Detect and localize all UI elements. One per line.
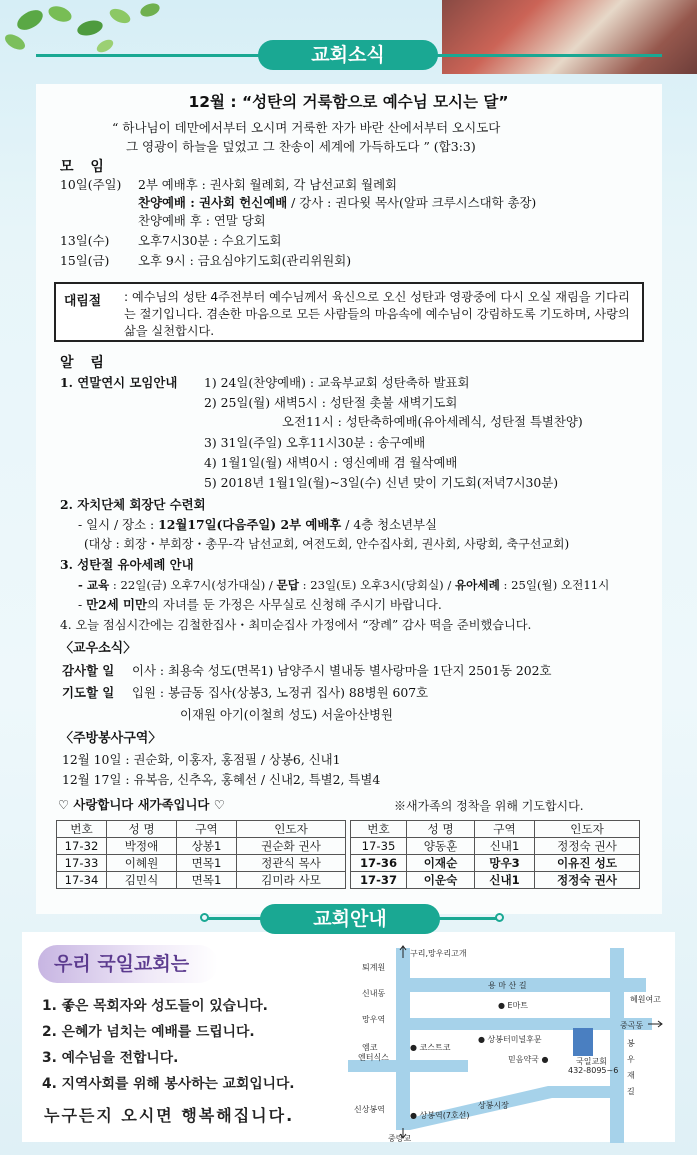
table-row [57,838,346,855]
notice-line [78,576,609,594]
col-header: 성 명 [107,821,177,838]
cell: 이유진 성도 [535,855,640,872]
meetings-heading: 모 임 [60,159,110,175]
meeting-text: 오후 9시 : 금요심야기도회(관리위원회) [138,253,352,268]
map-label: 국일교회 [576,1057,607,1066]
col-header: 번호 [351,821,407,838]
map-label: 우 [627,1055,635,1064]
map-label: 엔터식스 [358,1053,389,1062]
notice-text: : 23일(토) 오후3시(당회실) / [298,578,455,592]
notice-text: : 22일(금) 오후7시(성가대실) / [109,578,277,592]
pray-row [62,684,428,702]
map-label: 상봉시장 [478,1101,509,1110]
notices-heading: 알 림 [60,355,110,371]
map-label: 망우역 [362,1015,386,1024]
meeting-date: 15일(금) [60,253,110,268]
church-item: 3. 예수님을 전합니다. [42,1050,179,1066]
newfamily-heading: ♡ 사랑합니다 새가족입니다 ♡ [58,797,225,812]
notice-title-2: 2. 자치단체 회장단 수련회 [60,497,206,512]
notice-text: 의 자녀를 둔 가정은 사무실로 신청해 주시기 바랍니다. [146,597,442,612]
cell: 권순화 권사 [237,838,346,855]
church-news-banner: 교회소식 [258,40,438,70]
newfamily-table-right [350,820,640,889]
map-label: 재 [627,1071,635,1080]
cell: 양동훈 [407,838,475,855]
col-header: 번호 [57,821,107,838]
table-row [351,872,640,889]
notice-line: 3) 31일(주일) 오후11시30분 : 송구예배 [204,435,426,450]
church-info-banner: 교회안내 [260,904,440,934]
notice-bold: 12월17일(다음주일) 2부 예배후 [158,517,342,532]
meeting-row [60,232,281,250]
verse-line-1: “ 하나님이 데만에서부터 오시며 거룩한 자가 바란 산에서부터 오시도다 [112,120,501,135]
kitchen-heading: 〈주방봉사구역〉 [60,731,162,746]
meeting-row [138,194,536,212]
map-label: 퇴계원 [362,963,386,972]
meeting-row [138,212,266,230]
newfamily-note: ※새가족의 정착을 위해 기도합시다. [394,799,584,813]
map-label: 중곡동 [620,1021,644,1030]
cell: 17-32 [57,838,107,855]
cell: 17-34 [57,872,107,889]
notice-bold: 만2세 미만 [86,597,147,612]
map-label: 신내동 [362,989,386,998]
notice-line: 1) 24일(찬양예배) : 교육부교회 성탄축하 발표회 [204,375,470,390]
cell: 박정애 [107,838,177,855]
col-header: 구역 [177,821,237,838]
cell: 망우3 [475,855,535,872]
table-row [57,855,346,872]
cell: 정관식 목사 [237,855,346,872]
map-label: 신상봉역 [354,1105,385,1114]
notice-line [78,596,442,614]
map-label: 구리,망우리고개 [410,949,467,958]
notice-title-1: 1. 연말연시 모임안내 [60,375,178,390]
cell: 이운숙 [407,872,475,889]
notice-text: / 4층 청소년부실 [341,517,437,532]
notice-line: 4) 1월1일(월) 새벽0시 : 영신예배 겸 월삭예배 [204,455,458,470]
thanks-row [62,662,551,680]
church-slogan: 누구든지 오시면 행복해집니다. [44,1106,295,1125]
cell: 김미라 사모 [237,872,346,889]
table-row [57,872,346,889]
christmas-choir-photo [442,0,697,74]
map-roads [348,948,652,1143]
meeting-date: 10일(주일) [60,177,122,192]
meeting-bold: 찬양예배 : 권사회 헌신예배 [138,195,288,210]
table-header [351,821,640,838]
meeting-text: 찬양예배 후 : 연말 당회 [138,213,266,228]
notice-bold: 유아세례 [454,578,500,592]
church-item: 1. 좋은 목회자와 성도들이 있습니다. [42,998,268,1014]
map-label: ● 상봉역(7호선) [410,1111,470,1120]
table-row [351,838,640,855]
map-label: ● 코스트코 [410,1043,451,1052]
cell: 정정숙 권사 [535,872,640,889]
meeting-text: / 강사 : 권다윗 목사(알파 크루시스대학 총장) [287,195,537,210]
meeting-date: 13일(수) [60,233,110,248]
kitchen-line: 12월 10일 : 권순화, 이홍자, 홍점필 / 상봉6, 신내1 [62,752,341,767]
newfamily-table-left [56,820,346,889]
thanks-label: 감사할 일 [62,663,115,678]
thanks-text: 이사 : 최용숙 성도(면목1) 남양주시 별내동 별사랑마을 1단지 2501동 202호 [132,663,552,678]
col-header: 성 명 [407,821,475,838]
pray-text: 입원 : 봉금동 집사(상봉3, 노정귀 집사) 88병원 607호 [132,685,429,700]
notice-line: 2) 25일(월) 새벽5시 : 성탄절 촛불 새벽기도회 [204,395,458,410]
meeting-text: 오후7시30분 : 수요기도회 [138,233,282,248]
map-label: 봉 [627,1039,635,1048]
verse-line-2: 그 영광이 하늘을 덮었고 그 찬송이 세계에 가득하도다 ” (합3:3) [126,139,476,154]
notice-line: (대상 : 회장・부회장・총무-각 남선교회, 여전도회, 안수집사회, 권사회, 사랑회, 축구선교회) [84,537,570,551]
cell: 17-35 [351,838,407,855]
map-label: 혜원여고 [630,995,661,1004]
members-heading: 〈교우소식〉 [60,641,137,656]
cell: 신내1 [475,838,535,855]
advent-text: : 예수님의 성탄 4주전부터 예수님께서 육신으로 오신 성탄과 영광중에 다시 오실 재림을 기다리는 절기입니다. 겸손한 마음으로 모든 사람들의 마음속에 예수님이 강림하도록 기도하며, 사랑의 삶을 실천합시다. [124,290,630,338]
church-location-map [348,938,670,1143]
map-label: 길 [627,1087,635,1096]
cell: 면목1 [177,855,237,872]
advent-box [54,282,644,342]
meeting-row [60,252,351,270]
meeting-row [60,176,397,194]
notice-text: - [78,597,87,612]
table-header [57,821,346,838]
meeting-text: 2부 예배후 : 권사회 월례회, 각 남선교회 월례회 [138,177,398,192]
banner-dot-right [495,913,504,922]
notice-line: 5) 2018년 1월1일(월)~3일(수) 신년 맞이 기도회(저녁7시30분) [204,475,559,490]
notice-text: - 일시 / 장소 : [78,517,159,532]
cell: 17-36 [351,855,407,872]
notice-bold: - 교육 [78,578,110,592]
cell: 이혜원 [107,855,177,872]
col-header: 구역 [475,821,535,838]
cell: 신내1 [475,872,535,889]
map-label: ● E마트 [498,1001,529,1010]
kitchen-line: 12월 17일 : 유복음, 신추옥, 홍혜선 / 신내2, 특별2, 특별4 [62,772,381,787]
church-title: 우리 국일교회는 [38,945,218,983]
banner-line-left [36,54,261,57]
advent-label: 대림절 [64,294,102,309]
col-header: 인도자 [237,821,346,838]
map-label: 엠코 [362,1043,378,1052]
table-row [351,855,640,872]
map-label: 용 마 산 길 [488,981,527,990]
notice-text: : 25일(월) 오전11시 [499,578,610,592]
cell: 이재순 [407,855,475,872]
cell: 17-33 [57,855,107,872]
cell: 상봉1 [177,838,237,855]
banner-line-right [436,54,662,57]
church-building-icon [573,1028,593,1056]
cell: 정정숙 권사 [535,838,640,855]
pray-label: 기도할 일 [62,685,115,700]
cell: 17-37 [351,872,407,889]
banner-dot-left [200,913,209,922]
map-label: 믿음약국 ● [508,1055,549,1064]
month-title: 12월 : “성탄의 거룩함으로 예수님 모시는 달” [188,93,509,111]
notice-line: 4. 오늘 점심시간에는 김철한집사・최미순집사 가정에서 “장례” 감사 떡을 준비했습니다. [60,618,532,632]
church-item: 2. 은혜가 넘치는 예배를 드립니다. [42,1024,255,1040]
notice-line [78,516,437,534]
leaves-decoration [0,0,200,60]
notice-line: 오전11시 : 성탄축하예배(유아세례식, 성탄절 특별찬양) [282,414,583,429]
map-label: 432-8095~6 [568,1066,619,1075]
notice-bold: 문답 [276,578,299,592]
col-header: 인도자 [535,821,640,838]
church-item: 4. 지역사회를 위해 봉사하는 교회입니다. [42,1076,295,1092]
notice-title-3: 3. 성탄절 유아세례 안내 [60,557,194,572]
pray-row-2: 이재원 아기(이철희 성도) 서울아산병원 [180,707,393,722]
map-label: 중랑교 [388,1134,412,1143]
map-label: ● 상봉터미널후문 [478,1035,542,1044]
cell: 면목1 [177,872,237,889]
cell: 김민식 [107,872,177,889]
